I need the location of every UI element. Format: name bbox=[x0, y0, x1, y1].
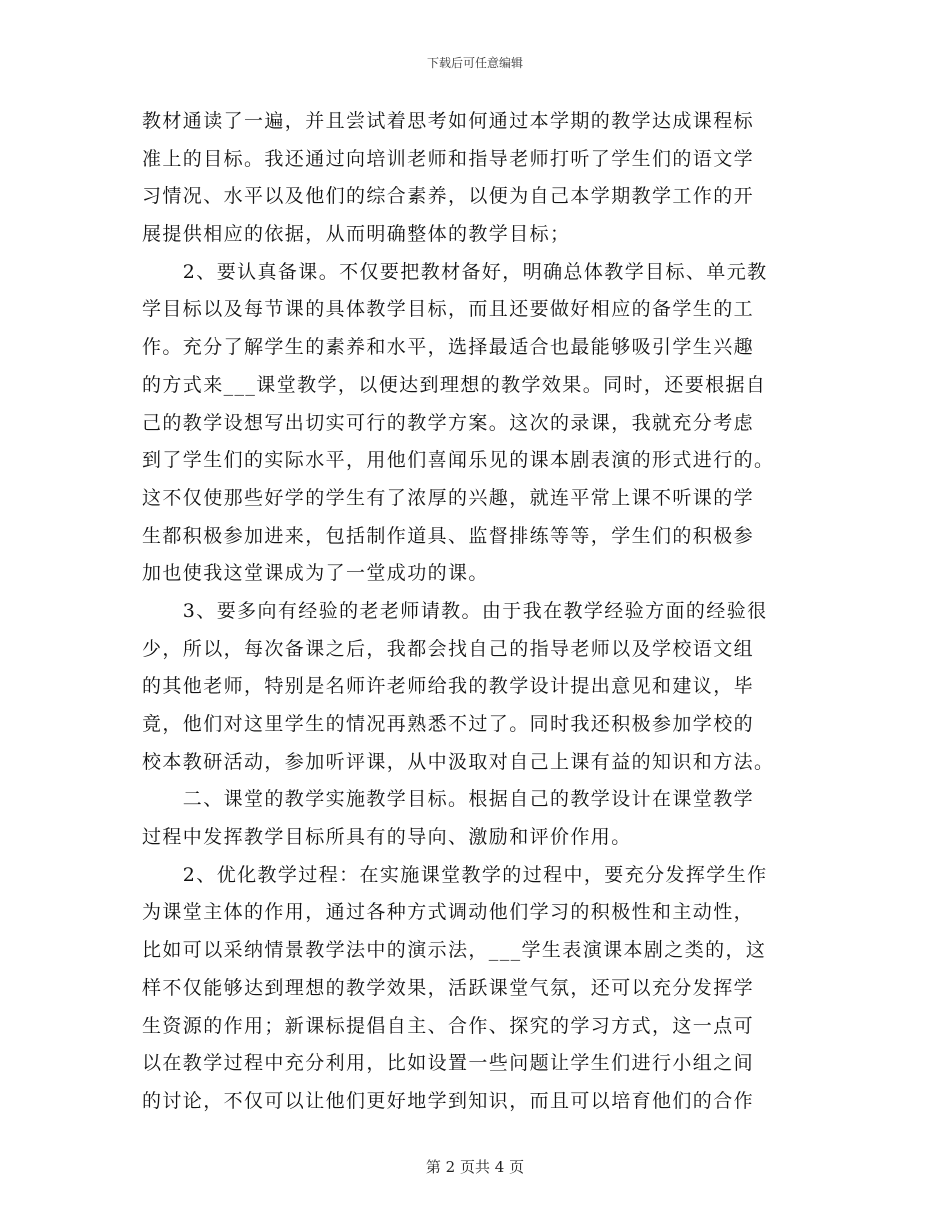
text-line: 竟，他们对这里学生的情况再熟悉不过了。同时我还积极参加学校的 bbox=[142, 713, 755, 735]
text-line: 加也使我这堂课成为了一堂成功的课。 bbox=[142, 562, 489, 585]
text-line: 生都积极参加进来，包括制作道具、监督排练等等，学生们的积极参 bbox=[142, 524, 755, 547]
text-line: 习情况、水平以及他们的综合素养，以便为自己本学期教学工作的开 bbox=[142, 185, 755, 208]
text-line: 过程中发挥教学目标所具有的导向、激励和评价作用。 bbox=[142, 826, 632, 849]
document-body bbox=[142, 103, 808, 1121]
text-line: 的其他老师，特别是名师许老师给我的教学设计提出意见和建议，毕 bbox=[142, 675, 755, 698]
text-line: 的讨论，不仅可以让他们更好地学到知识，而且可以培育他们的合作 bbox=[142, 1089, 755, 1112]
text-line: 为课堂主体的作用，通过各种方式调动他们学习的积极性和主动性， bbox=[142, 901, 755, 924]
text-line: 比如可以采纳情景教学法中的演示法，___学生表演课本剧之类的，这 bbox=[142, 939, 767, 962]
text-line: 展提供相应的依据，从而明确整体的教学目标； bbox=[142, 223, 571, 246]
text-line: 到了学生们的实际水平，用他们喜闻乐见的课本剧表演的形式进行的。 bbox=[142, 449, 775, 472]
text-line: 2、优化教学过程：在实施课堂教学的过程中，要充分发挥学生作 bbox=[142, 863, 768, 886]
text-line: 的方式来___课堂教学，以便达到理想的教学效果。同时，还要根据自 bbox=[142, 373, 767, 396]
text-line: 3、要多向有经验的老老师请教。由于我在教学经验方面的经验很 bbox=[142, 599, 768, 622]
text-line: 准上的目标。我还通过向培训老师和指导老师打听了学生们的语文学 bbox=[142, 147, 755, 170]
text-line: 以在教学过程中充分利用，比如设置一些问题让学生们进行小组之间 bbox=[142, 1052, 755, 1075]
page-header: 下载后可任意编辑 bbox=[426, 56, 523, 70]
text-line: 这不仅使那些好学的学生有了浓厚的兴趣，就连平常上课不听课的学 bbox=[142, 486, 755, 509]
text-line: 作。充分了解学生的素养和水平，选择最适合也最能够吸引学生兴趣 bbox=[142, 336, 755, 359]
text-line: 教材通读了一遍，并且尝试着思考如何通过本学期的教学达成课程标 bbox=[142, 110, 755, 132]
text-line: 生资源的作用；新课标提倡自主、合作、探究的学习方式，这一点可 bbox=[142, 1014, 755, 1037]
text-line: 2、要认真备课。不仅要把教材备好，明确总体教学目标、单元教 bbox=[142, 260, 768, 283]
text-line: 校本教研活动，参加听评课，从中汲取对自己上课有益的知识和方法。 bbox=[142, 750, 775, 773]
text-line: 少，所以，每次备课之后，我都会找自己的指导老师以及学校语文组 bbox=[142, 637, 755, 660]
text-line: 己的教学设想写出切实可行的教学方案。这次的录课，我就充分考虑 bbox=[142, 411, 755, 434]
text-line: 二、课堂的教学实施教学目标。根据自己的教学设计在课堂教学 bbox=[142, 788, 755, 811]
text-line: 样不仅能够达到理想的教学效果，活跃课堂气氛，还可以充分发挥学 bbox=[142, 976, 755, 999]
page-footer: 第 2 页共 4 页 bbox=[425, 1158, 525, 1176]
text-line: 学目标以及每节课的具体教学目标，而且还要做好相应的备学生的工 bbox=[142, 298, 755, 321]
